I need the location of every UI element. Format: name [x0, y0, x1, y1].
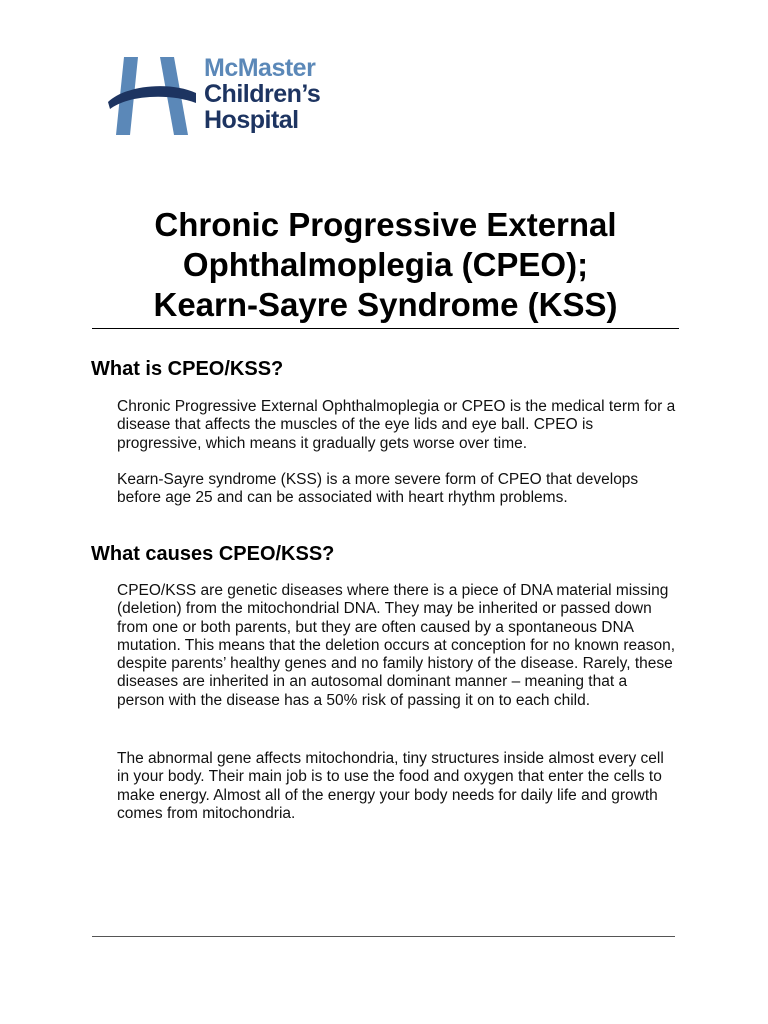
logo-line-hospital: Hospital [204, 106, 299, 134]
document-title [92, 205, 679, 325]
section-heading-what-is: What is CPEO/KSS? [91, 358, 284, 380]
paragraph: Kearn-Sayre syndrome (KSS) is a more severe form of CPEO that develops before age 25 and can be associated with heart rhythm problems. [117, 471, 639, 507]
title-line: Chronic Progressive External [154, 206, 617, 243]
paragraph: Chronic Progressive External Ophthalmoplegia or CPEO is the medical term for a disease that affects the muscles of the eye lids and eye ball. CPEO is progressive, which means it gradually gets worse over time. [117, 398, 676, 452]
logo-line-childrens: Children’s [204, 80, 321, 108]
title-divider [92, 328, 679, 329]
logo-wordmark [204, 55, 320, 133]
title-line: Kearn-Sayre Syndrome (KSS) [153, 286, 618, 323]
hospital-bridge-icon [108, 57, 196, 135]
paragraph: The abnormal gene affects mitochondria, tiny structures inside almost every cell in your body. Their main job is to use the food and oxygen that enter the cells to make energy. Almost all of the energy your body needs for daily life and growth comes from mitochondria. [117, 750, 664, 822]
paragraph: CPEO/KSS are genetic diseases where there is a piece of DNA material missing (deletion) from the mitochondrial DNA. They may be inherited or passed down from one or both parents, but they are often caused by a spontaneous DNA mutation. This means that the deletion occurs at conception for no known reason, despite parents’ healthy genes and no family history of the disease. Rarely, these diseases are inherited in an autosomal dominant manner – meaning that a person with the disease has a 50% risk of passing it on to each child. [117, 582, 676, 709]
hospital-logo [108, 55, 348, 137]
title-line: Ophthalmoplegia (CPEO); [182, 246, 589, 283]
section-heading-what-causes: What causes CPEO/KSS? [91, 543, 335, 565]
footer-divider [92, 936, 675, 937]
logo-line-mcmaster: McMaster [204, 54, 316, 82]
